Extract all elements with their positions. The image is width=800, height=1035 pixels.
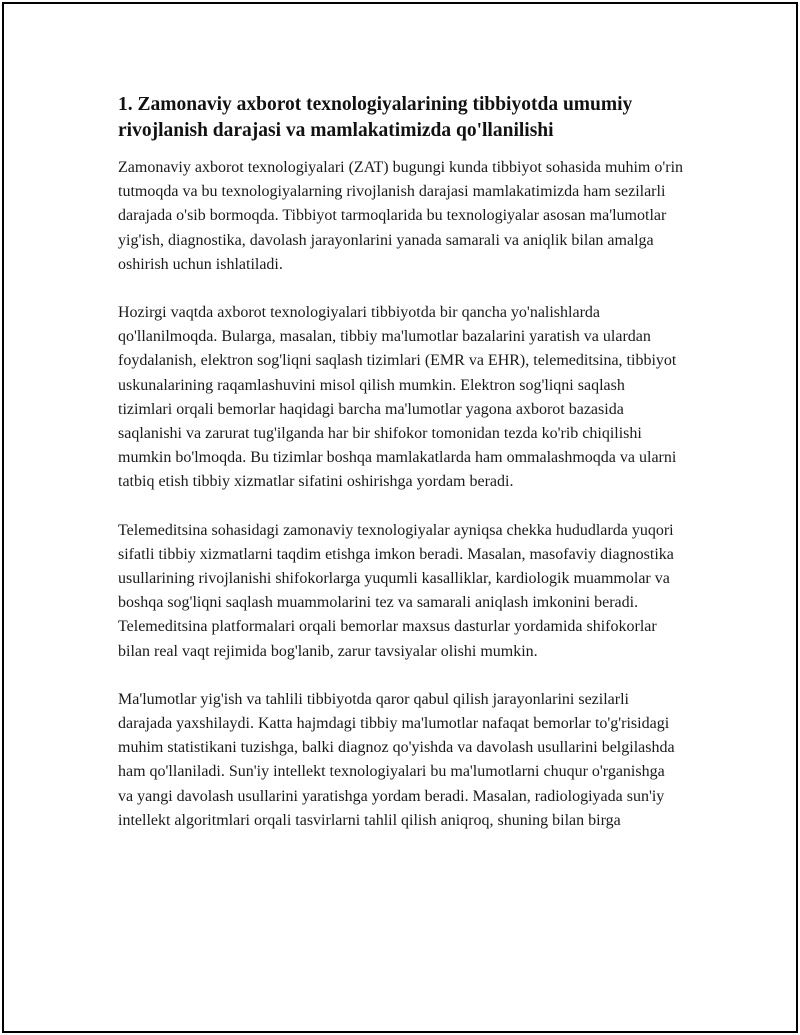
paragraph-1: Zamonaviy axborot texnologiyalari (ZAT) bugungi kunda tibbiyot sohasida muhim o'rin tutmoqda va bu texnologiyalarning rivojlanish darajasi mamlakatimizda ham sezilarli darajada o'sib bormoqda. Tibbiyot tarmoqlarida bu texnologiyalar asosan ma'lumotlar yig'ish, diagnostika, davolash jarayonlarini yanada samarali va aniqlik bilan amalga oshirish uchun ishlatiladi. <box>118 159 684 273</box>
section-heading: 1. Zamonaviy axborot texnologiyalarining tibbiyotda umumiy rivojlanish darajasi va mamlakatimizda qo'llanilishi <box>118 94 633 141</box>
paragraph-2: Hozirgi vaqtda axborot texnologiyalari tibbiyotda bir qancha yo'nalishlarda qo'llanilmoqda. Bularga, masalan, tibbiy ma'lumotlar bazalarini yaratish va ulardan foydalanish, elektron sog'liqni saqlash tizimlari (EMR va EHR), telemeditsina, tibbiyot uskunalarining raqamlashuvini misol qilish mumkin. Elektron sog'liqni saqlash tizimlari orqali bemorlar haqidagi barcha ma'lumotlar yagona axborot bazasida saqlanishi va zarurat tug'ilganda har bir shifokor tomonidan tezda ko'rib chiqilishi mumkin bo'lmoqda. Bu tizimlar boshqa mamlakatlarda ham ommalashmoqda va ularni tatbiq etish tibbiy xizmatlar sifatini oshirishga yordam beradi. <box>118 304 677 491</box>
paragraph-3: Telemeditsina sohasidagi zamonaviy texnologiyalar ayniqsa chekka hududlarda yuqori sifatli tibbiy xizmatlarni taqdim etishga imkon beradi. Masalan, masofaviy diagnostika usullarining rivojlanishi shifokorlarga yuqumli kasalliklar, kardiologik muammolar va boshqa sog'liqni saqlash muammolarini tez va samarali aniqlash imkonini beradi. Telemeditsina platformalari orqali bemorlar maxsus dasturlar yordamida shifokorlar bilan real vaqt rejimida bog'lanib, zarur tavsiyalar olishi mumkin. <box>118 521 674 660</box>
paragraph-4: Ma'lumotlar yig'ish va tahlili tibbiyotda qaror qabul qilish jarayonlarini sezilarli darajada yaxshilaydi. Katta hajmdagi tibbiy ma'lumotlar nafaqat bemorlar to'g'risidagi muhim statistikani tuzishga, balki diagnoz qo'yishda va davolash usullarini belgilashda ham qo'llaniladi. Sun'iy intellekt texnologiyalari bu ma'lumotlarni chuqur o'rganishga va yangi davolash usullarini yaratishga yordam beradi. Masalan, radiologiyada sun'iy intellekt algoritmlari orqali tasvirlarni tahlil qilish aniqroq, shuning bilan birga <box>118 690 675 829</box>
document-body <box>118 92 683 857</box>
